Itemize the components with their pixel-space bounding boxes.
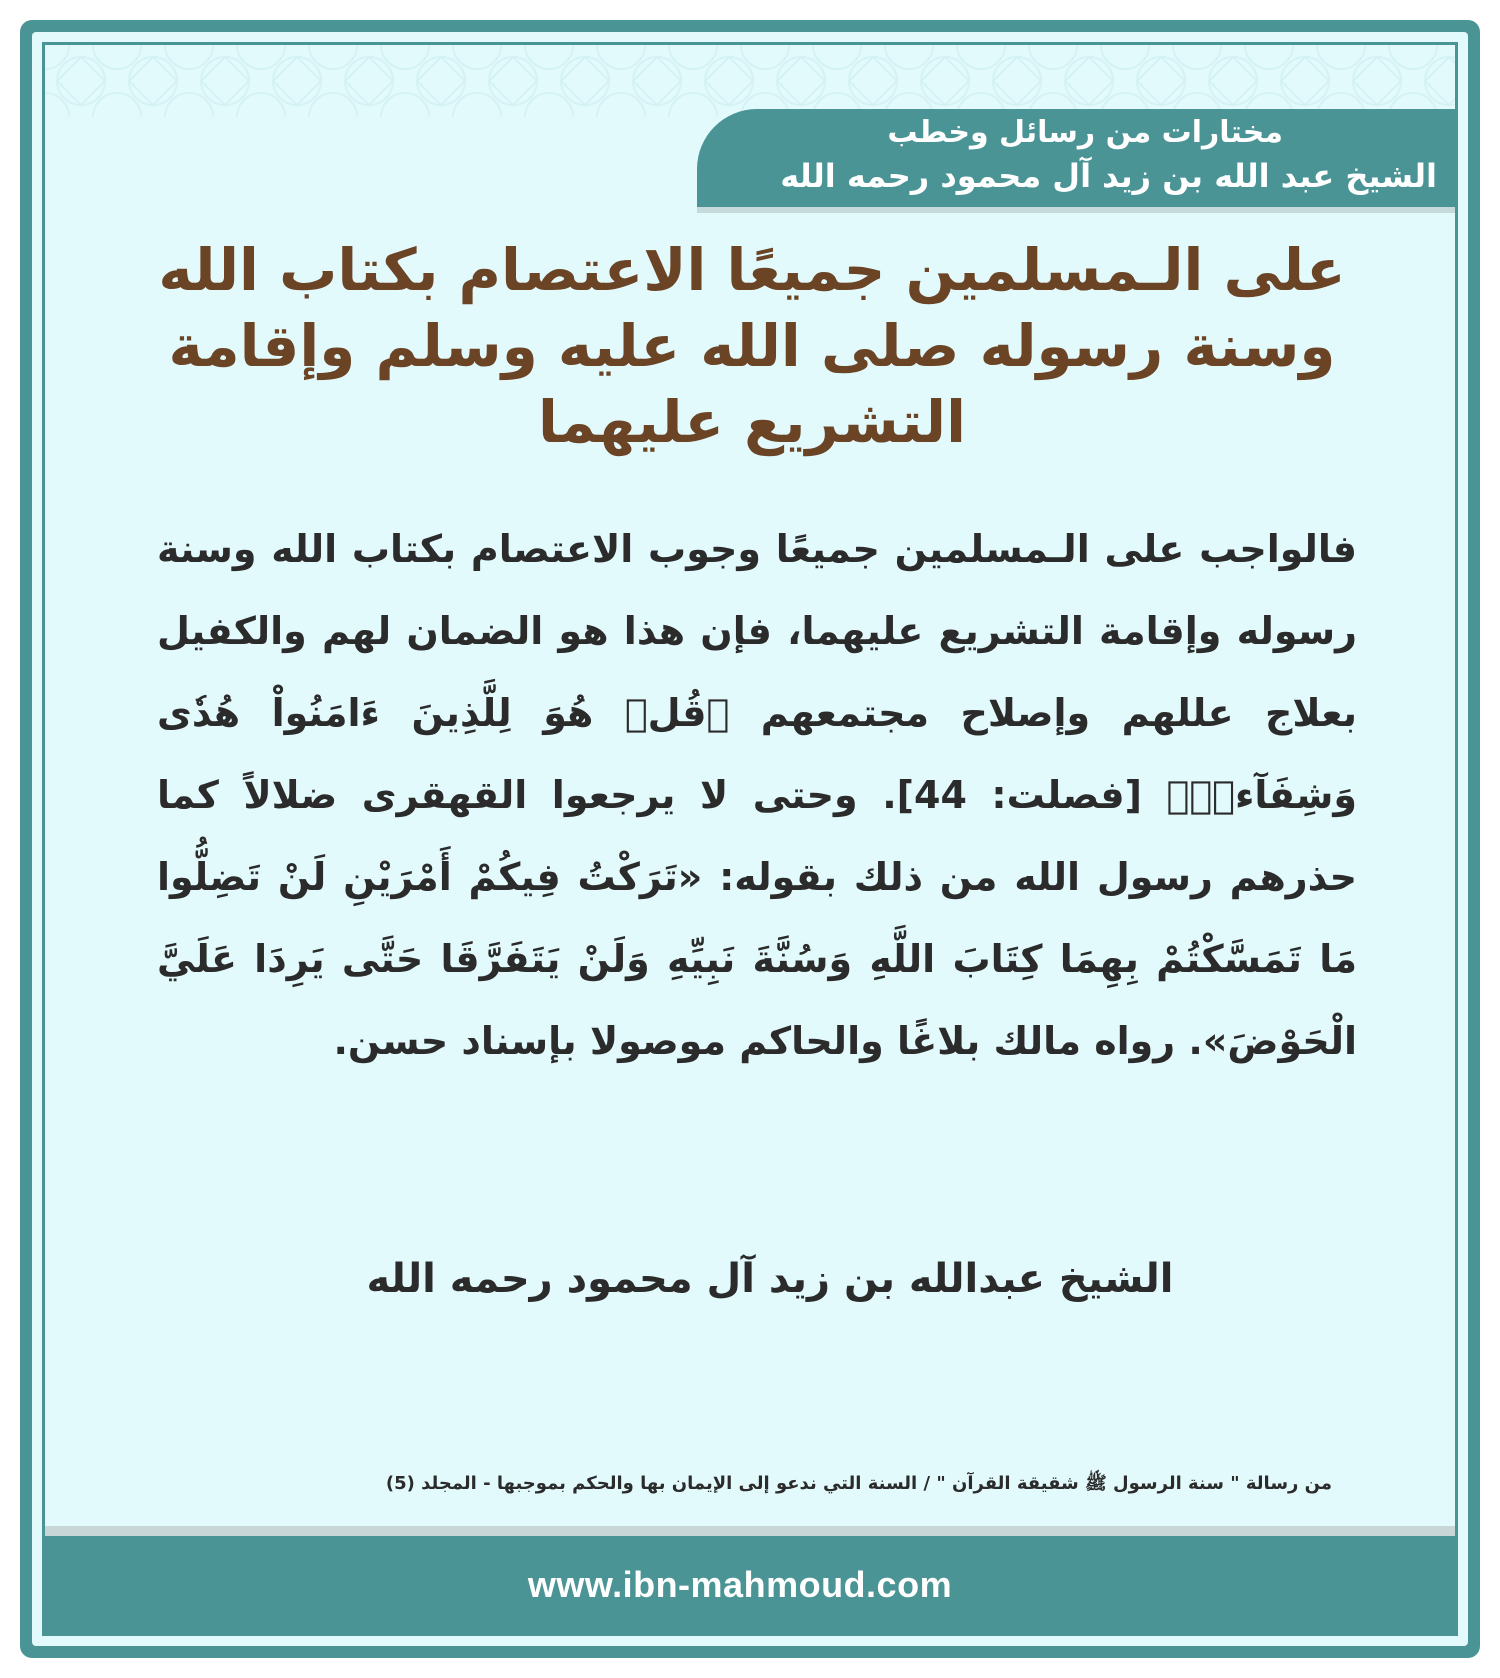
content-panel: [32, 32, 1468, 1646]
signature: [32, 1252, 1468, 1306]
footer-band: [45, 1536, 1455, 1633]
card-frame: [20, 20, 1480, 1658]
header-series-title: مختارات من رسائل وخطب: [887, 115, 1283, 150]
header-author: الشيخ عبد الله بن زيد آل محمود رحمه الله: [780, 157, 1437, 195]
source-citation: من رسالة " سنة الرسول ﷺ شقيقة القرآن " / السنة التي ندعو إلى الإيمان بها والحكم بموجبها - المجلد (5): [385, 1473, 1332, 1494]
signature-text: الشيخ عبدالله بن زيد آل محمود رحمه الله: [366, 1256, 1174, 1302]
decorative-pattern: [45, 45, 1455, 117]
body-paragraph: فالواجب على الـمسلمين جميعًا وجوب الاعتصام بكتاب الله وسنة رسوله وإقامة التشريع عليهما، فإن هذا هو الضمان لهم والكفيل بعلاج عللهم وإصلاح مجتمعهم ﴿قُلۡ هُوَ لِلَّذِينَ ءَامَنُواْ هُدٗى وَشِفَآءٞۚ﴾ [فصلت: 44]. وحتى لا يرجعوا القهقرى ضلالاً كما حذرهم رسول الله من ذلك بقوله: «تَرَكْتُ فِيكُمْ أَمْرَيْنِ لَنْ تَضِلُّوا مَا تَمَسَّكْتُمْ بِهِمَا كِتَابَ اللَّهِ وَسُنَّةَ نَبِيِّهِ وَلَنْ يَتَفَرَّقَا حَتَّى يَرِدَا عَلَيَّ الْحَوْضَ». رواه مالك بلاغًا والحاكم موصولا بإسناد حسن.: [157, 527, 1357, 1063]
page-title: على الـمسلمين جميعًا الاعتصام بكتاب الله وسنة رسوله صلى الله عليه وسلم وإقامة التشريع عليهما: [158, 236, 1346, 456]
website-link[interactable]: www.ibn-mahmoud.com: [527, 1563, 953, 1605]
footer-divider: [45, 1526, 1455, 1536]
header-band: [697, 109, 1455, 213]
